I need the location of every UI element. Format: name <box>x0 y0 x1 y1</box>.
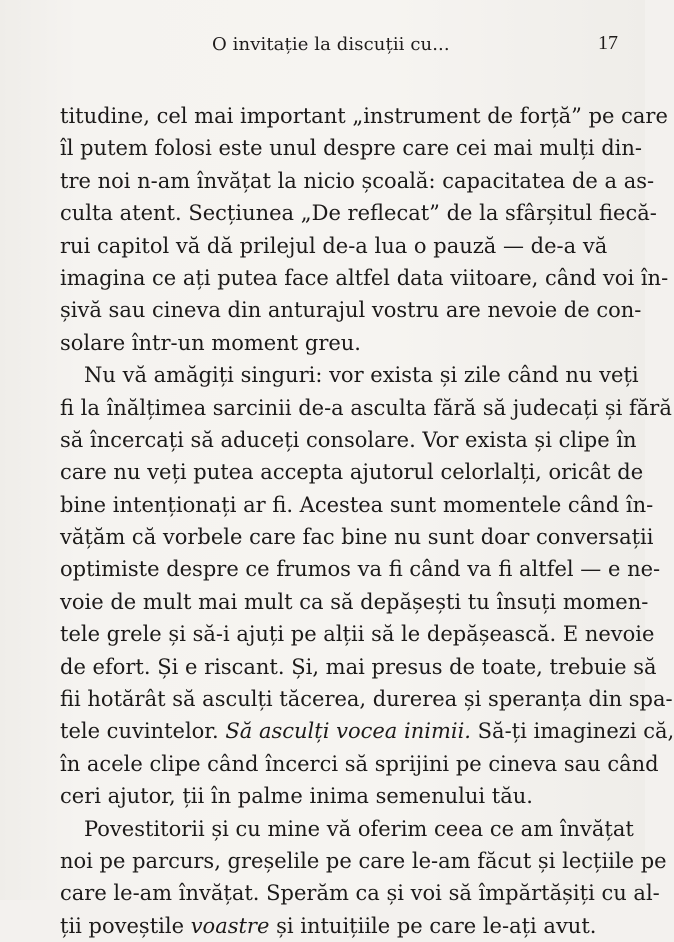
text-span: și intuițiile pe care le-ați avut. <box>269 913 597 938</box>
paragraph-3 <box>60 813 667 942</box>
text-line: vățăm că vorbele care fac bine nu sunt doar conversații <box>60 525 654 550</box>
text-line: voie de mult mai mult ca să depășești tu însuți momen- <box>60 589 649 614</box>
text-line <box>60 715 674 747</box>
text-line: ceri ajutor, ții în palme inima semenului tău. <box>60 784 533 809</box>
text-span: tele cuvintelor. <box>60 719 226 744</box>
text-line <box>60 910 600 942</box>
text-line: noi pe parcurs, greșelile pe care le-am făcut și lecțiile pe <box>60 848 667 873</box>
emphasis-text: voastre <box>190 913 270 938</box>
text-line: tele grele și să-i ajuți pe alții să le depășească. E nevoie <box>60 622 655 647</box>
text-line: fii hotărât să asculți tăcerea, durerea și speranța din spa- <box>60 687 673 712</box>
page-number: 17 <box>598 32 618 54</box>
paragraph-2 <box>60 359 674 812</box>
text-span: Să-ți imaginezi că, <box>470 719 674 744</box>
text-line: tre noi n-am învățat la nicio școală: capacitatea de a as- <box>60 168 655 193</box>
text-line: bine intenționați ar fi. Acestea sunt momentele când în- <box>60 492 654 517</box>
text-line: în acele clipe când încerci să sprijini pe cineva sau când <box>60 751 659 776</box>
text-line: care le-am învățat. Sperăm ca și voi să împărtășiți cu al- <box>60 881 660 906</box>
text-span: ții poveștile <box>60 913 191 938</box>
text-line: titudine, cel mai important „instrument de forță” pe care <box>60 104 668 128</box>
text-line: Nu vă amăgiți singuri: vor exista și zile când nu veți <box>84 363 639 388</box>
paragraph-1 <box>60 100 669 359</box>
text-line: solare într-un moment greu. <box>60 330 361 355</box>
body-text <box>60 100 674 942</box>
text-line: imagina ce ați putea face altfel data viitoare, când voi în- <box>60 265 669 290</box>
text-line: culta atent. Secțiunea „De reflecat” de la sfârșitul fiecă- <box>60 201 657 226</box>
text-line: rui capitol vă dă prilejul de-a lua o pauză — de-a vă <box>60 233 608 258</box>
text-line: să încercați să aduceți consolare. Vor exista și clipe în <box>60 427 637 452</box>
text-line: fi la înălțimea sarcinii de-a asculta fără să judecați și fără <box>60 395 672 420</box>
running-header: O invitație la discuții cu... <box>212 34 450 55</box>
text-line: de efort. Și e riscant. Și, mai presus de toate, trebuie să <box>60 654 657 679</box>
text-line: optimiste despre ce frumos va fi când va fi altfel — e ne- <box>60 557 661 582</box>
text-line: Povestitorii și cu mine vă oferim ceea ce am învățat <box>84 816 634 841</box>
emphasis-text: Să asculți vocea inimii. <box>225 719 471 744</box>
text-line: îl putem folosi este unul despre care cei mai mulți din- <box>60 136 643 161</box>
text-line: care nu veți putea accepta ajutorul celorlalți, oricât de <box>60 460 644 485</box>
text-line: șivă sau cineva din anturajul vostru are nevoie de con- <box>60 298 642 323</box>
